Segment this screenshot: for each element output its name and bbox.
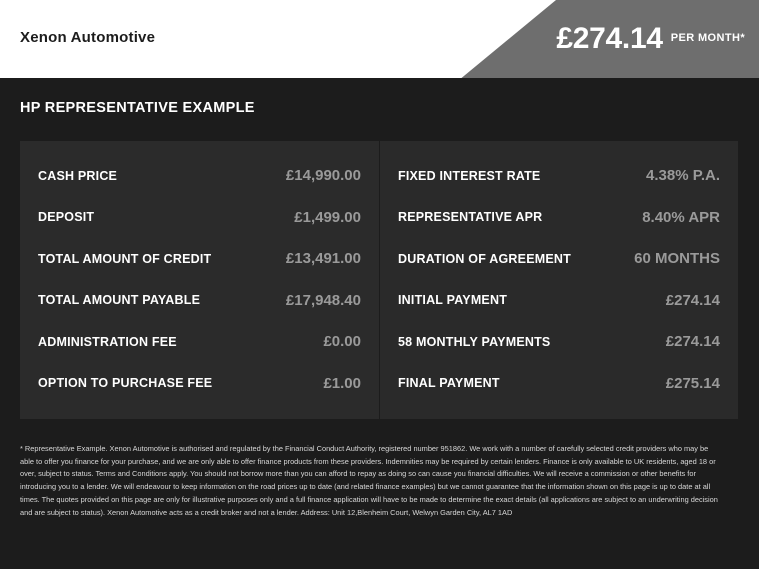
row-label: DEPOSIT	[38, 210, 95, 225]
table-row	[398, 321, 720, 363]
finance-panel-right	[379, 141, 738, 419]
table-row	[38, 197, 361, 239]
finance-details-panels	[20, 141, 739, 419]
row-value: £0.00	[323, 333, 361, 351]
table-row	[398, 280, 720, 322]
row-label: INITIAL PAYMENT	[398, 293, 508, 308]
row-label: OPTION TO PURCHASE FEE	[38, 376, 213, 391]
disclaimer-text: * Representative Example. Xenon Automotive is authorised and regulated by the Financial Conduct Authority, registered number 951862. We work with a number of carefully selected credit providers who may be able to offer you finance for your purchase, and we are only able to offer finance products from these providers. Indemnities may be required by certain lenders. Finance is only available to UK residents, aged 18 or over, subject to status. Terms and Conditions apply. You should not borrow more than you can afford to repay as doing so can cause you financial difficulties. We will receive a commission or other benefits for introducing you to a lender. We will endeavour to keep information on the road prices up to date (and related finance examples) but we cannot guarantee that the information shown on this page is up to date at all times. The quotes provided on this page are only for illustrative purposes only and a full finance application will have to be made to determine the exact details (all applications are subject to an underwriting decision and are subject to status). Xenon Automotive acts as a credit broker and not a lender. Address: Unit 12,Blenheim Court, Welwyn Garden City, AL7 1AD	[20, 444, 718, 517]
row-label: TOTAL AMOUNT OF CREDIT	[38, 251, 212, 266]
row-value: £274.14	[665, 291, 720, 309]
table-row	[398, 238, 720, 280]
page-title: HP REPRESENTATIVE EXAMPLE	[20, 100, 255, 116]
row-label: 58 MONTHLY PAYMENTS	[398, 334, 551, 349]
row-label: REPRESENTATIVE APR	[398, 210, 543, 225]
table-row	[38, 238, 361, 280]
row-value: 8.40% APR	[642, 208, 720, 226]
table-row	[38, 321, 361, 363]
row-value: £274.14	[665, 333, 720, 351]
row-label: DURATION OF AGREEMENT	[398, 251, 571, 266]
row-value: 60 MONTHS	[634, 250, 720, 268]
row-value: £1,499.00	[294, 208, 361, 226]
row-label: FINAL PAYMENT	[398, 376, 500, 391]
brand-name: Xenon Automotive	[20, 29, 156, 46]
table-row	[38, 280, 361, 322]
finance-panel-left	[20, 141, 379, 419]
row-label: FIXED INTEREST RATE	[398, 168, 541, 183]
row-value: £14,990.00	[285, 167, 361, 185]
row-value: 4.38% P.A.	[646, 167, 720, 185]
row-value: £17,948.40	[285, 291, 361, 309]
table-row	[398, 363, 720, 405]
table-row	[398, 197, 720, 239]
row-label: ADMINISTRATION FEE	[38, 334, 177, 349]
table-row	[38, 155, 361, 197]
row-label: CASH PRICE	[38, 168, 118, 183]
row-value: £13,491.00	[285, 250, 361, 268]
monthly-price-block	[556, 0, 745, 78]
page-header	[0, 0, 759, 78]
monthly-price-period: PER MONTH*	[670, 32, 745, 44]
row-label: TOTAL AMOUNT PAYABLE	[38, 293, 201, 308]
row-value: £275.14	[665, 374, 720, 392]
row-value: £1.00	[323, 374, 361, 392]
table-row	[38, 363, 361, 405]
monthly-price-amount: £274.14	[556, 22, 663, 55]
table-row	[398, 155, 720, 197]
